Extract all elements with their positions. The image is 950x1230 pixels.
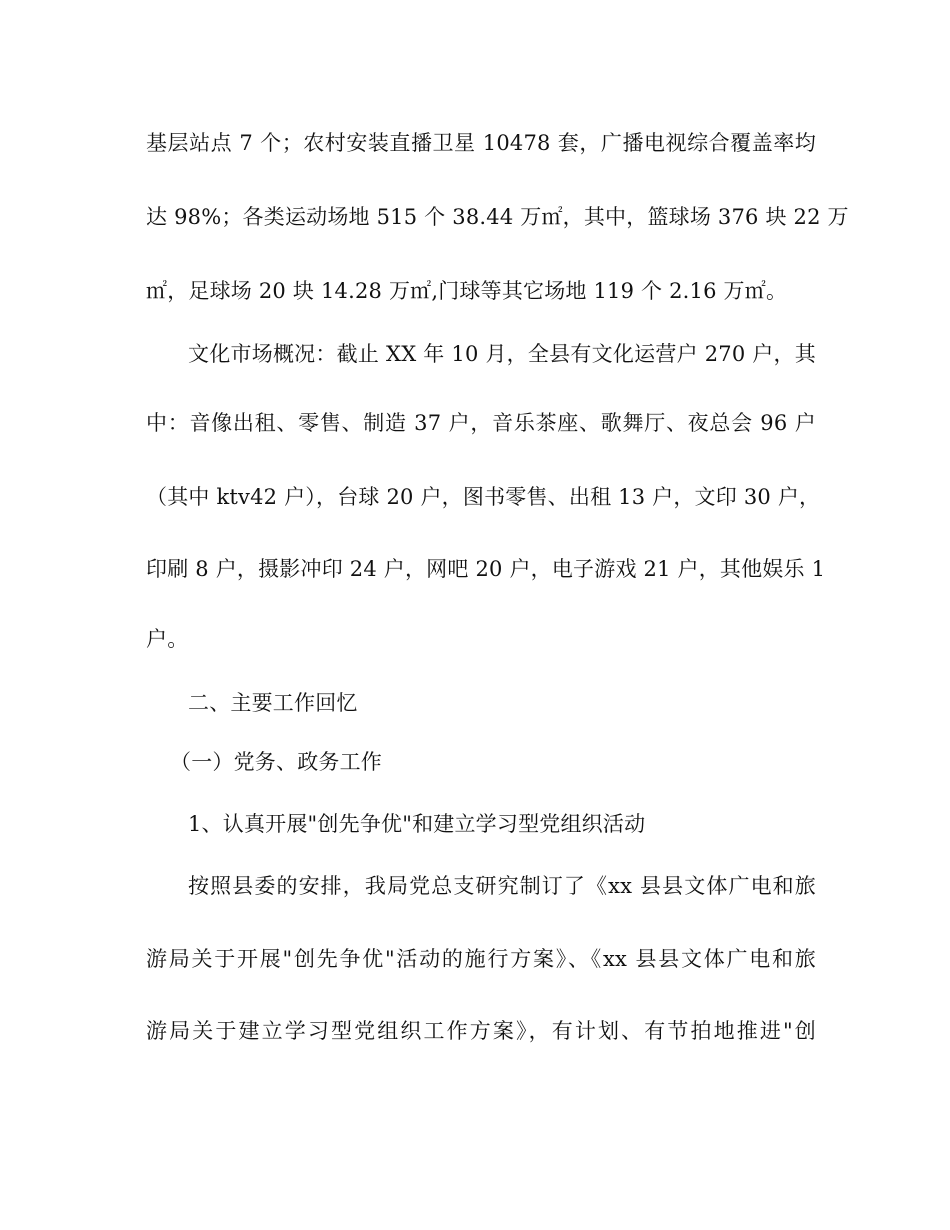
body-text-line: 印刷 8 户，摄影冲印 24 户，网吧 20 户，电子游戏 21 户，其他娱乐 1 (146, 557, 826, 581)
body-text-line: 户。 (146, 627, 189, 651)
body-text-line: ㎡，足球场 20 块 14.28 万㎡,门球等其它场地 119 个 2.16 万㎡。 (146, 279, 788, 303)
body-text-line: 游局关于开展"创先争优"活动的施行方案》、《xx 县县文体广电和旅 (146, 947, 816, 971)
subsection-heading: （一）党务、政务工作 (170, 750, 382, 774)
section-heading: 二、主要工作回忆 (188, 691, 358, 715)
body-text-line: （其中 ktv42 户），台球 20 户，图书零售、出租 13 户，文印 30 户， (146, 485, 821, 509)
paragraph-first-line: 文化市场概况：截止 XX 年 10 月，全县有文化运营户 270 户，其 (188, 342, 816, 366)
item-heading: 1、认真开展"创先争优"和建立学习型党组织活动 (188, 812, 646, 836)
body-text-line: 中：音像出租、零售、制造 37 户，音乐茶座、歌舞厅、夜总会 96 户 (146, 411, 816, 435)
body-text-line: 游局关于建立学习型党组织工作方案》，有计划、有节拍地推进"创 (146, 1019, 816, 1043)
paragraph-first-line: 按照县委的安排，我局党总支研究制订了《xx 县县文体广电和旅 (188, 874, 816, 898)
body-text-line: 达 98%；各类运动场地 515 个 38.44 万㎡，其中，篮球场 376 块 22 万 (146, 205, 849, 229)
body-text-line: 基层站点 7 个；农村安装直播卫星 10478 套，广播电视综合覆盖率均 (146, 131, 816, 155)
